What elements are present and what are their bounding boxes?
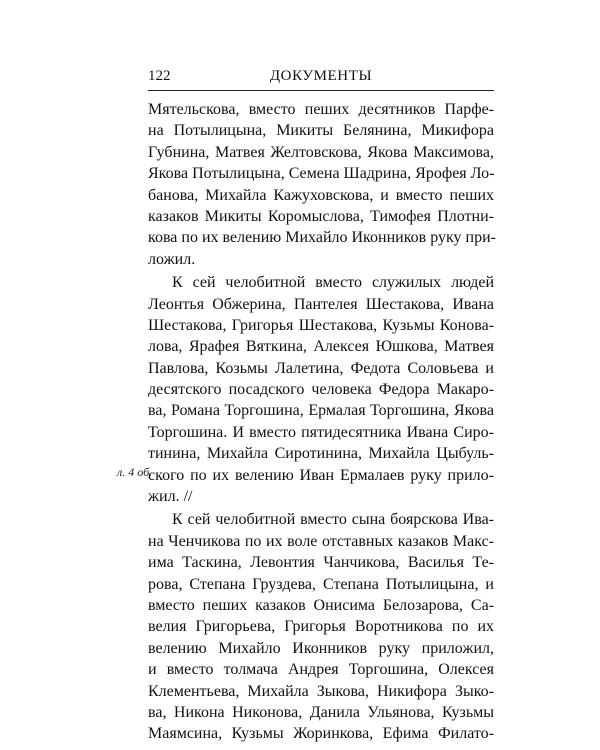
margin-note-folio: л. 4 об. [117, 465, 153, 479]
text-line: жил. // [148, 488, 193, 506]
text-line: ского по их велению Иван Ермалаев руку прило- [148, 466, 494, 484]
text-line: вместо пеших казаков Онисима Белозарова, Са- [148, 596, 494, 614]
text-line: банова, Михайла Кажуховскова, и вместо пеших [148, 186, 494, 204]
text-line: кова по их велению Михайло Иконников руку при- [148, 229, 496, 247]
text-line: ва, Никона Никонова, Данила Ульянова, Кузьмы [148, 703, 494, 721]
text-line: Леонтья Обжерина, Пантелея Шестакова, Ивана [148, 295, 494, 313]
text-line: казаков Микиты Коромыслова, Тимофея Плотни- [148, 207, 494, 225]
paragraph [148, 509, 494, 744]
body-text [148, 99, 494, 745]
text-line: Якова Потылицына, Семена Шадрина, Ярофея Ло- [148, 165, 495, 183]
text-line: Маямсина, Кузьмы Жоринкова, Ефима Филато- [148, 725, 494, 743]
text-line: Торгошина. И вместо пятидесятника Ивана Сиро- [148, 423, 494, 441]
running-title: ДОКУМЕНТЫ [269, 68, 373, 84]
text-line: Павлова, Козьмы Лалетина, Федота Соловьева и [148, 359, 494, 377]
text-line: велия Григорьева, Григорья Воротникова по их [148, 618, 494, 636]
text-line: Мятельскова, вместо пеших десятников Парфе- [148, 101, 494, 118]
paragraph [148, 272, 494, 507]
text-line: на Ченчикова по их воле отставных казаков Макс- [148, 532, 494, 550]
text-line: рова, Степана Груздева, Степана Потылицына, и [148, 575, 494, 593]
header-rule [148, 90, 494, 91]
text-line: К сей челобитной вместо сына боярскова Ива- [172, 511, 494, 529]
page-number: 122 [148, 68, 171, 84]
text-line: тинина, Михайла Сиротинина, Михайла Цыбуль- [148, 445, 494, 463]
text-line: К сей челобитной вместо служилых людей [172, 274, 494, 292]
text-line: на Потылицына, Микиты Белянина, Микифора [148, 122, 494, 140]
paragraph [148, 99, 494, 270]
text-line: ложил. [148, 250, 196, 268]
text-line: десятского посадского человека Федора Макаро- [148, 381, 494, 399]
page-header [148, 64, 494, 88]
text-line: и вместо толмача Андрея Торгошина, Олексея [148, 661, 494, 679]
text-line: Шестакова, Григорья Шестакова, Кузьмы Конова- [148, 316, 494, 334]
text-line: лова, Ярафея Вяткина, Алексея Юшкова, Матвея [148, 338, 494, 356]
text-line: Губнина, Матвея Желтовскова, Якова Максимова, [148, 143, 494, 161]
text-line: ва, Романа Торгошина, Ермалая Торгошина, Якова [148, 402, 494, 420]
text-line: има Таскина, Левонтия Чанчикова, Василья Те- [148, 554, 494, 572]
text-line: Клементьева, Михайла Зыкова, Никифора Зыко- [148, 682, 494, 700]
text-line: велению Михайло Иконников руку приложил, [148, 639, 494, 657]
